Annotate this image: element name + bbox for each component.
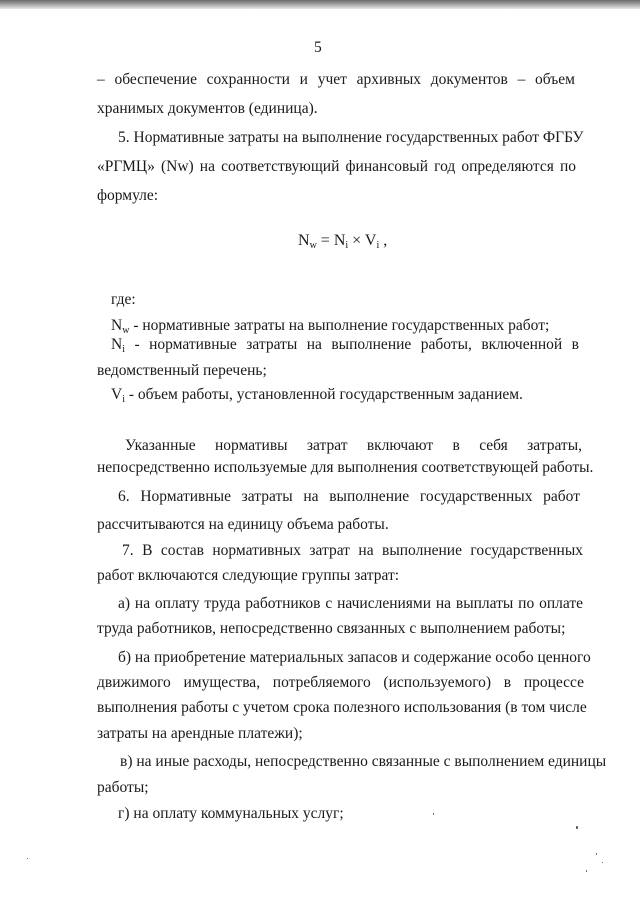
symbol-sub: w (122, 325, 130, 336)
paragraph-line: г) на оплату коммунальных услуг; (118, 805, 344, 822)
symbol: V (111, 386, 123, 403)
definition-ni-cont: ведомственный перечень; (97, 362, 267, 379)
formula-rhs-b: × V (348, 232, 377, 249)
page-number: 5 (314, 39, 322, 56)
where-label: где: (111, 291, 136, 308)
paragraph-line: Указанные нормативы затрат включают в себя затраты, (125, 437, 582, 454)
definition-text: - нормативные затраты на выполнение работы, включенной в (124, 336, 579, 353)
formula-rhs-a: = N (316, 232, 346, 249)
paragraph-line: 7. В состав нормативных затрат на выполнение государственных (122, 542, 583, 559)
paragraph-line: – обеспечение сохранности и учет архивных документов – объем (97, 71, 575, 88)
formula-lhs-sub: w (309, 240, 317, 251)
symbol: N (111, 336, 123, 353)
formula-rhs-b-sub: i (376, 240, 380, 251)
paragraph-line: б) на приобретение материальных запасов и содержание особо ценного (118, 649, 591, 666)
scan-speck (586, 870, 587, 872)
paragraph-line: «РГМЦ» (Nw) на соответствующий финансовый год определяются по (97, 158, 576, 175)
paragraph-line: движимого имущества, потребляемого (используемого) в процессе (97, 674, 584, 691)
formula-tail: , (379, 232, 388, 249)
definition-text: - объем работы, установленной государственным заданием. (124, 386, 523, 403)
formula-lhs: N (298, 232, 310, 249)
scan-speck (27, 858, 28, 859)
paragraph-line: труда работников, непосредственно связанных с выполнением работы; (97, 620, 566, 637)
definition-ni (111, 335, 579, 359)
symbol-sub: i (122, 394, 125, 405)
paragraph-line: затраты на арендные платежи); (97, 725, 303, 742)
scan-speck (596, 853, 597, 855)
paragraph-line: 5. Нормативные затраты на выполнение государственных работ ФГБУ (118, 129, 584, 146)
paragraph-line: в) на иные расходы, непосредственно связанные с выполнением единицы (120, 753, 607, 770)
formula (298, 231, 387, 255)
symbol-sub: i (122, 344, 125, 355)
symbol: N (111, 317, 123, 334)
paragraph-line: хранимых документов (единица). (97, 100, 318, 117)
paragraph-line: непосредственно используемые для выполнения соответствующей работы. (97, 459, 594, 476)
definition-text: - нормативные затраты на выполнение государственных работ; (129, 317, 550, 334)
definition-vi (111, 385, 523, 409)
scan-speck (433, 813, 434, 815)
paragraph-line: 6. Нормативные затраты на выполнение государственных работ (118, 488, 580, 505)
paragraph-line: работ включаются следующие группы затрат: (97, 567, 400, 584)
scan-speck (576, 826, 578, 829)
formula-rhs-a-sub: i (345, 240, 349, 251)
paragraph-line: а) на оплату труда работников с начислениями на выплаты по оплате (118, 595, 583, 612)
paragraph-line: выполнения работы с учетом срока полезного использования (в том числе (97, 699, 587, 716)
paragraph-line: формуле: (97, 187, 159, 204)
paragraph-line: работы; (97, 779, 149, 796)
scan-speck (602, 862, 603, 863)
paragraph-line: рассчитываются на единицу объема работы. (97, 516, 389, 533)
